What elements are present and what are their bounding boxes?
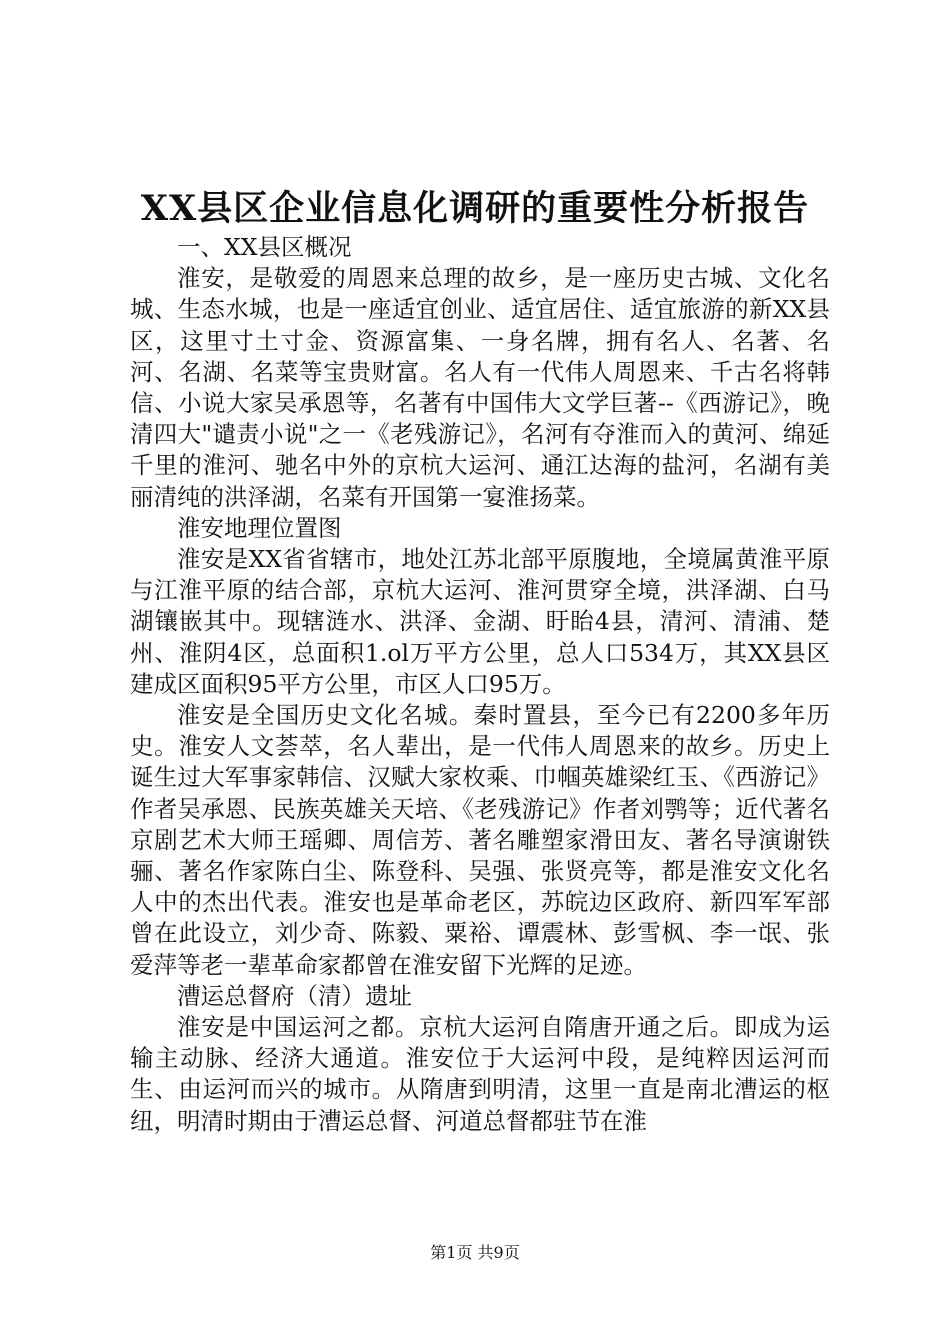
figure-caption: 淮安地理位置图 (177, 513, 342, 542)
body-paragraph: 淮安是中国运河之都。京杭大运河自隋唐开通之后。即成为运输主动脉、经济大通道。淮安位于大运河中段，是纯粹因运河而生、由运河而兴的城市。从隋唐到明清，这里一直是南北漕运的枢纽，明清时期由于漕运总督、河道总督都驻节在淮 (130, 1013, 830, 1135)
body-paragraph: 淮安是XX省省辖市，地处江苏北部平原腹地，全境属黄淮平原与江淮平原的结合部，京杭大运河、淮河贯穿全境，洪泽湖、白马湖镶嵌其中。现辖涟水、洪泽、金湖、盱眙4县，清河、清浦、楚州、淮阴4区，总面积1.ol万平方公里，总人口534万，其XX县区建成区面积95平方公里，市区人口95万。 (130, 545, 830, 698)
section-heading: 一、XX县区概况 (177, 233, 352, 261)
document-title: XX县区企业信息化调研的重要性分析报告 (140, 188, 810, 229)
body-paragraph: 淮安是全国历史文化名城。秦时置县，至今已有2200多年历史。淮安人文荟萃，名人辈出，是一代伟人周恩来的故乡。历史上诞生过大军事家韩信、汉赋大家枚乘、巾帼英雄梁红玉、《西游记》作者吴承恩、民族英雄关天培、《老残游记》作者刘鹗等；近代著名京剧艺术大师王瑶卿、周信芳、著名雕塑家滑田友、著名导演谢铁骊、著名作家陈白尘、陈登科、吴强、张贤亮等，都是淮安文化名人中的杰出代表。淮安也是革命老区，苏皖边区政府、新四军军部曾在此设立，刘少奇、陈毅、粟裕、谭震林、彭雪枫、李一氓、张爱萍等老一辈革命家都曾在淮安留下光辉的足迹。 (130, 701, 830, 979)
figure-caption: 漕运总督府（清）遗址 (177, 981, 412, 1010)
document-body (130, 232, 830, 1137)
page-footer: 第1页 共9页 (430, 1243, 520, 1262)
body-paragraph: 淮安，是敬爱的周恩来总理的故乡，是一座历史古城、文化名城、生态水城，也是一座适宜创业、适宜居住、适宜旅游的新XX县区，这里寸土寸金、资源富集、一身名牌，拥有名人、名著、名河、名湖、名菜等宝贵财富。名人有一代伟人周恩来、千古名将韩信、小说大家吴承恩等，名著有中国伟大文学巨著--《西游记》，晚清四大"谴责小说"之一《老残游记》，名河有夺淮而入的黄河、绵延千里的淮河、驰名中外的京杭大运河、通江达海的盐河，名湖有美丽清纯的洪泽湖，名菜有开国第一宴淮扬菜。 (130, 264, 830, 511)
